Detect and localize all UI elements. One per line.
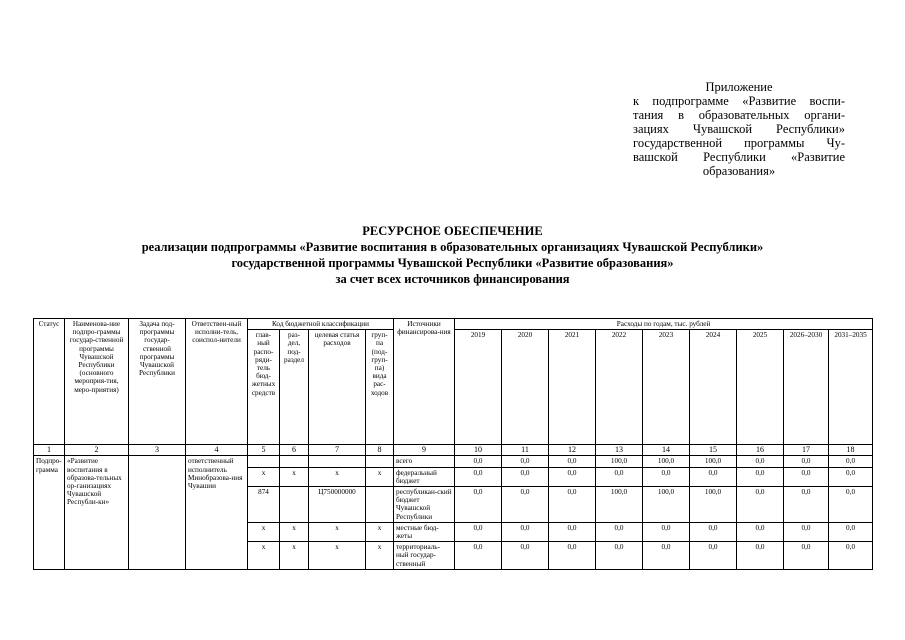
value-cell: 0,0 — [502, 522, 549, 541]
col-number: 13 — [596, 445, 643, 456]
header-name: Наименова-ние подпро-граммы государ-ственной программы Чувашской Республики (основного мероприя-тия, меро-приятия) — [65, 319, 129, 445]
section-cell: x — [280, 522, 309, 541]
title-line: реализации подпрограммы «Развитие воспитания в образовательных организациях Чувашской Республики» — [141, 240, 764, 254]
header-year: 2026–2030 — [784, 330, 829, 445]
header-section: раз-дел, под-раздел — [280, 330, 309, 445]
header-year: 2022 — [596, 330, 643, 445]
header-status: Статус — [34, 319, 65, 445]
value-cell: 0,0 — [455, 487, 502, 523]
group-cell: x — [366, 542, 394, 570]
value-cell: 100,0 — [596, 456, 643, 467]
value-cell: 0,0 — [737, 487, 784, 523]
section-cell: x — [280, 542, 309, 570]
value-cell: 0,0 — [596, 542, 643, 570]
col-number: 5 — [248, 445, 280, 456]
appendix-line: образования» — [702, 164, 776, 178]
source-cell: федеральный бюджет — [394, 467, 455, 486]
appendix-note — [633, 80, 845, 178]
col-number: 15 — [690, 445, 737, 456]
value-cell: 0,0 — [784, 542, 829, 570]
section-cell — [280, 487, 309, 523]
group-cell: x — [366, 467, 394, 486]
value-cell: 0,0 — [643, 522, 690, 541]
value-cell: 0,0 — [829, 487, 873, 523]
source-cell: республикан-ский бюджет Чувашской Республики — [394, 487, 455, 523]
col-number: 10 — [455, 445, 502, 456]
value-cell: 0,0 — [549, 467, 596, 486]
admin-cell: x — [248, 542, 280, 570]
value-cell: 0,0 — [643, 542, 690, 570]
value-cell: 100,0 — [690, 456, 737, 467]
value-cell: 0,0 — [455, 456, 502, 467]
header-year: 2021 — [549, 330, 596, 445]
appendix-line: зациях Чувашской Республики» — [633, 122, 845, 136]
appendix-line: к подпрограмме «Развитие воспи- — [633, 94, 845, 108]
appendix-line: тания в образовательных органи- — [633, 108, 845, 122]
header-budget-code: Код бюджетной классификации — [248, 319, 394, 330]
appendix-line: вашской Республики «Развитие — [633, 150, 845, 164]
header-year: 2024 — [690, 330, 737, 445]
column-number-row — [34, 445, 873, 456]
col-number: 17 — [784, 445, 829, 456]
resource-table — [33, 318, 873, 570]
header-row — [34, 319, 873, 330]
value-cell: 0,0 — [829, 542, 873, 570]
group-cell — [366, 487, 394, 523]
col-number: 2 — [65, 445, 129, 456]
value-cell: 0,0 — [690, 467, 737, 486]
value-cell: 0,0 — [690, 542, 737, 570]
subprogram-name-cell: «Развитие воспитания в образова-тельных ор-ганизациях Чувашской Республи-ки» — [65, 456, 129, 569]
document-title — [0, 223, 905, 287]
col-number: 9 — [394, 445, 455, 456]
value-cell: 0,0 — [549, 456, 596, 467]
col-number: 8 — [366, 445, 394, 456]
section-cell — [280, 456, 309, 467]
value-cell: 0,0 — [737, 542, 784, 570]
value-cell: 100,0 — [643, 487, 690, 523]
col-number: 11 — [502, 445, 549, 456]
value-cell: 0,0 — [502, 542, 549, 570]
executor-cell: ответственный исполнитель Минобразова-ния Чувашии — [186, 456, 248, 569]
appendix-line: Приложение — [705, 80, 773, 94]
group-cell — [366, 456, 394, 467]
value-cell: 0,0 — [502, 456, 549, 467]
col-number: 3 — [129, 445, 186, 456]
value-cell: 0,0 — [596, 522, 643, 541]
target-cell: x — [309, 522, 366, 541]
header-sources: Источники финансирова-ния — [394, 319, 455, 445]
value-cell: 0,0 — [784, 522, 829, 541]
value-cell: 0,0 — [784, 467, 829, 486]
value-cell: 0,0 — [502, 487, 549, 523]
col-number: 12 — [549, 445, 596, 456]
value-cell: 0,0 — [737, 522, 784, 541]
admin-cell: x — [248, 522, 280, 541]
col-number: 7 — [309, 445, 366, 456]
task-cell — [129, 456, 186, 569]
source-cell: местные бюд-жеты — [394, 522, 455, 541]
appendix-line: государственной программы Чу- — [633, 136, 845, 150]
col-number: 6 — [280, 445, 309, 456]
value-cell: 0,0 — [784, 487, 829, 523]
value-cell: 100,0 — [596, 487, 643, 523]
source-cell: всего — [394, 456, 455, 467]
value-cell: 0,0 — [455, 542, 502, 570]
header-target: целевая статья расходов — [309, 330, 366, 445]
header-year: 2025 — [737, 330, 784, 445]
value-cell: 100,0 — [643, 456, 690, 467]
section-cell: x — [280, 467, 309, 486]
table-row — [34, 456, 873, 467]
value-cell: 0,0 — [502, 467, 549, 486]
value-cell: 0,0 — [549, 542, 596, 570]
header-task: Задача под-программы государ-ственной программы Чувашской Республики — [129, 319, 186, 445]
header-admin: глав-ный распо-ряди-тель бюд-жетных средств — [248, 330, 280, 445]
col-number: 14 — [643, 445, 690, 456]
header-year: 2023 — [643, 330, 690, 445]
value-cell: 0,0 — [455, 522, 502, 541]
admin-cell: 874 — [248, 487, 280, 523]
value-cell: 0,0 — [737, 467, 784, 486]
header-expenses: Расходы по годам, тыс. рублей — [455, 319, 873, 330]
value-cell: 0,0 — [737, 456, 784, 467]
value-cell: 0,0 — [643, 467, 690, 486]
value-cell: 0,0 — [784, 456, 829, 467]
status-cell: Подпро-грамма — [34, 456, 65, 569]
admin-cell — [248, 456, 280, 467]
value-cell: 0,0 — [829, 522, 873, 541]
target-cell: x — [309, 467, 366, 486]
col-number: 18 — [829, 445, 873, 456]
title-line: государственной программы Чувашской Республики «Развитие образования» — [231, 256, 674, 270]
value-cell: 0,0 — [829, 467, 873, 486]
value-cell: 100,0 — [690, 487, 737, 523]
header-year: 2019 — [455, 330, 502, 445]
group-cell: x — [366, 522, 394, 541]
col-number: 1 — [34, 445, 65, 456]
title-line: за счет всех источников финансирования — [335, 272, 570, 286]
header-executor: Ответствен-ный исполни-тель, соиспол-нители — [186, 319, 248, 445]
target-cell: x — [309, 542, 366, 570]
value-cell: 0,0 — [690, 522, 737, 541]
admin-cell: x — [248, 467, 280, 486]
source-cell: территориаль-ный государ-ственный — [394, 542, 455, 570]
header-group: груп-па (под-груп-па) вида рас-ходов — [366, 330, 394, 445]
header-year: 2031–2035 — [829, 330, 873, 445]
value-cell: 0,0 — [549, 487, 596, 523]
header-year: 2020 — [502, 330, 549, 445]
title-line: РЕСУРСНОЕ ОБЕСПЕЧЕНИЕ — [362, 224, 543, 238]
target-cell — [309, 456, 366, 467]
value-cell: 0,0 — [596, 467, 643, 486]
col-number: 4 — [186, 445, 248, 456]
col-number: 16 — [737, 445, 784, 456]
target-cell: Ц750000000 — [309, 487, 366, 523]
value-cell: 0,0 — [455, 467, 502, 486]
value-cell: 0,0 — [549, 522, 596, 541]
value-cell: 0,0 — [829, 456, 873, 467]
